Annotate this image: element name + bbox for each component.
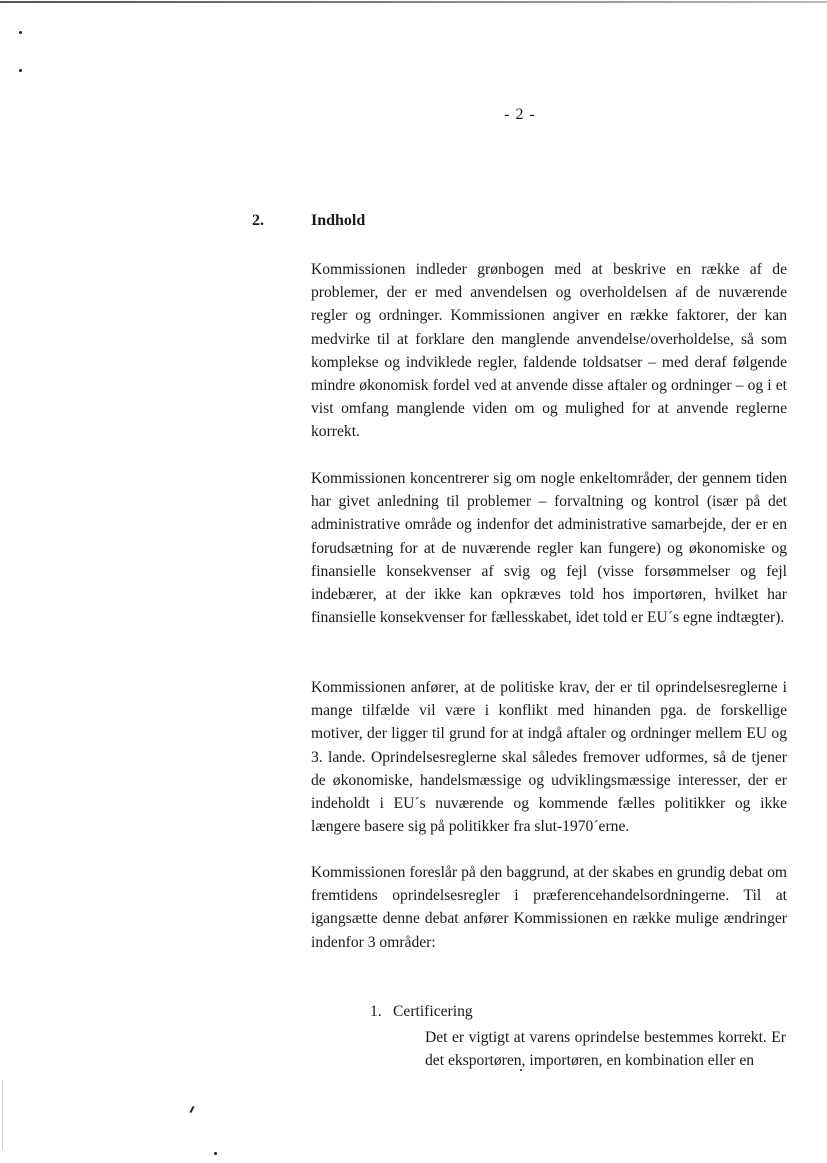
list-item-title: Certificering <box>393 1003 473 1020</box>
scan-speck <box>19 31 22 34</box>
paragraph: Kommissionen indleder grønbogen med at beskrive en række af de problemer, der er med anvendelsen og overholdelsen af de nuværende regler og ordninger. Kommissionen angiver en række faktorer, der kan medvirke til at forklare den manglende anvendelse/overholdelse, så som komplekse og indviklede regler, faldende toldsatser – med deraf følgende mindre økonomisk fordel ved at anvende disse aftaler og ordninger – og i et vist omfang manglende viden om og mulighed for at anvende reglerne korrekt. <box>311 261 787 441</box>
section-title: Indhold <box>311 212 366 229</box>
list-item-number: 1. <box>370 1003 382 1020</box>
scan-speck <box>214 1152 217 1155</box>
section-number: 2. <box>252 212 264 229</box>
pen-mark <box>189 1106 194 1113</box>
scan-speck <box>19 69 22 72</box>
scan-edge-line <box>2 1080 3 1150</box>
paragraph: Kommissionen koncentrerer sig om nogle enkeltområder, der gennem tiden har givet anledning til problemer – forvaltning og kontrol (især på det administrative område og indenfor det administrative samarbejde, der er en forudsætning for at de nuværende regler kan fungere) og økonomiske og finansielle konsekvenser af svig og fejl (visse forsømmelser og fejl indebærer, at der ikke kan opkræves told hos importøren, hvilket har finansielle konsekvenser for fællesskabet, idet told er EU´s egne indtægter). <box>311 470 787 627</box>
page-number: - 2 - <box>504 106 536 123</box>
paragraph: Kommissionen foreslår på den baggrund, at der skabes en grundig debat om fremtidens oprindelsesregler i præferencehandelsordningerne. Til at igangsætte denne debat anfører Kommissionen en række mulige ændringer indenfor 3 områder: <box>311 864 787 951</box>
list-item-text: Det er vigtigt at varens oprindelse bestemmes korrekt. Er det eksportøren, importøren, en kombination eller en <box>425 1029 786 1070</box>
top-scan-rule <box>0 1 827 3</box>
paragraph: Kommissionen anfører, at de politiske krav, der er til oprindelsesreglerne i mange tilfælde vil være i konflikt med hinanden pga. de forskellige motiver, der ligger til grund for at indgå aftaler og ordninger mellem EU og 3. lande. Oprindelsesreglerne skal således fremover udformes, så de tjener de økonomiske, handelsmæssige og udviklingsmæssige interesser, der er indeholdt i EU´s nuværende og kommende fælles politikker og ikke længere basere sig på politikker fra slut-1970´erne. <box>311 679 787 836</box>
